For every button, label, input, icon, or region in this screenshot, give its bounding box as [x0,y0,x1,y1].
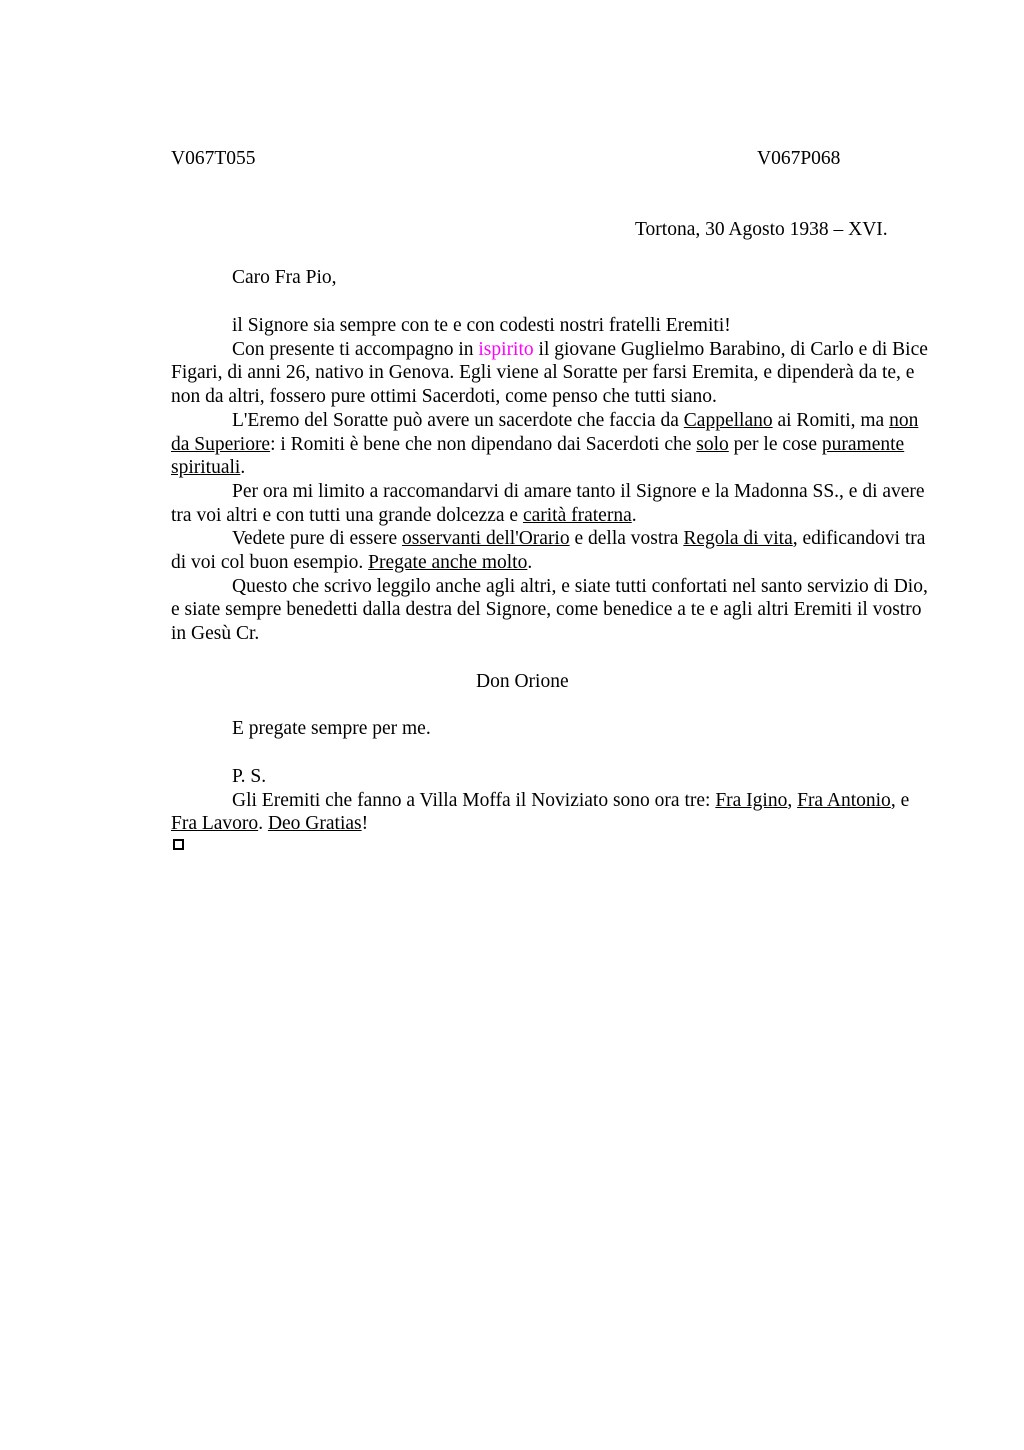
text-run: Vedete pure di essere [232,528,403,550]
postscript-text [171,789,931,836]
text-run: , edificandovi tra di voi col buon esempio. [171,528,926,574]
dateline: Tortona, 30 Agosto 1938 – XVI. [635,219,888,240]
text-run: per le cose [728,433,822,455]
underlined-text: Regola di vita [683,528,793,550]
underlined-text: solo [696,433,729,455]
letter-body [171,314,931,646]
text-run: . [527,552,533,574]
underlined-text: puramente spirituali [171,433,905,479]
text-run: : i Romiti è bene che non dipendano dai Sacerdoti che [270,433,697,455]
text-run: Con presente ti accompagno in [232,338,479,360]
text-run: . [631,504,637,526]
text-run: e della vostra [569,528,684,550]
postscript-label: P. S. [232,766,267,787]
text-run: L'Eremo del Soratte può avere un sacerdote che faccia da [232,409,684,431]
header-right-code: V067P068 [757,148,841,169]
paragraph-5 [171,527,931,574]
paragraph-1: il Signore sia sempre con te e con codesti nostri fratelli Eremiti! [232,315,731,336]
header-left-code: V067T055 [171,148,256,169]
text-run: il giovane Guglielmo Barabino, di Carlo e di Bice Figari, di anni 26, nativo in Genova. Egli viene al Soratte per farsi Eremita, e dipenderà da te, e non da altri, fossero pure ottimi Sacerdoti, come penso che tutti siano. [171,338,928,408]
underlined-text: Fra Antonio [797,789,891,811]
paragraph-2 [171,338,931,409]
underlined-text: Fra Igino [715,789,788,811]
underlined-text: Deo Gratias [267,813,362,835]
paragraph-6: Questo che scrivo leggilo anche agli altri, e siate tutti confortati nel santo servizio di Dio, e siate sempre benedetti dalla destra del Signore, come benedice a te e agli altri Eremiti il vostro in Gesù Cr. [171,575,928,645]
underlined-text: non da Superiore [171,409,919,455]
text-run: Gli Eremiti che fanno a Villa Moffa il Noviziato sono ora tre: [232,789,716,811]
text-run: . [240,457,246,479]
underlined-text: osservanti dell'Orario [402,528,570,550]
end-square-icon [173,839,184,850]
text-run: ! [361,813,369,835]
paragraph-4 [171,480,931,527]
highlighted-word: ispirito [478,338,534,360]
postscript [171,765,931,836]
underlined-text: Fra Lavoro [171,813,259,835]
text-run: ai Romiti, ma [772,409,890,431]
closing-line: E pregate sempre per me. [232,718,431,739]
text-run: . [258,813,268,835]
salutation: Caro Fra Pio, [232,267,337,288]
underlined-text: Pregate anche molto [368,552,528,574]
underlined-text: carità fraterna [522,504,632,526]
paragraph-3 [171,409,931,480]
underlined-text: Cappellano [683,409,773,431]
signature: Don Orione [476,671,569,692]
text-run: , e [890,789,910,811]
text-run: Per ora mi limito a raccomandarvi di amare tanto il Signore e la Madonna SS., e di avere tra voi altri e con tutti una grande dolcezza e [171,480,925,526]
text-run: , [787,789,798,811]
